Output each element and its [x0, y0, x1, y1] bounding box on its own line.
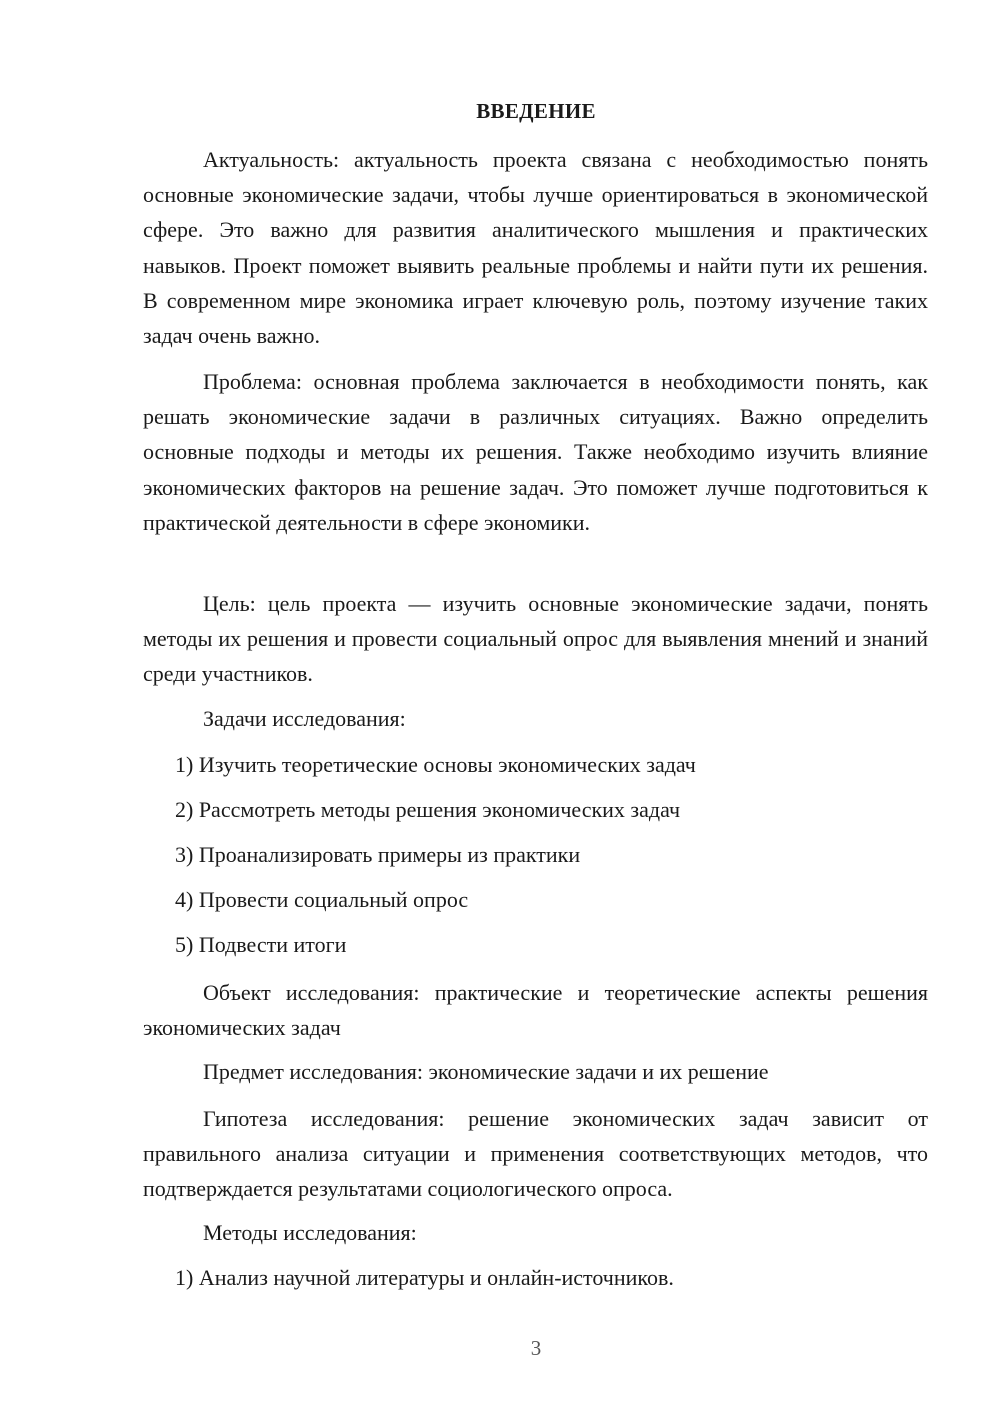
problem-paragraph: Проблема: основная проблема заключается в необходимости понять, как решать экономические задачи в различных ситуациях. Важно определить основные подходы и методы их решения. Также необходимо изучить влияние экономических факторов на решение задач. Это поможет лучше подготовиться к практической деятельности в сфере экономики.: [143, 369, 928, 535]
hypothesis-paragraph: Гипотеза исследования: решение экономических задач зависит от правильного анализа ситуации и применения соответствующих методов, что подтверждается результатами социологического опроса.: [143, 1106, 928, 1202]
task-item: 2) Рассмотреть методы решения экономических задач: [175, 797, 681, 822]
relevance-paragraph: Актуальность: актуальность проекта связана с необходимостью понять основные экономические задачи, чтобы лучше ориентироваться в экономической сфере. Это важно для развития аналитического мышления и практических навыков. Проект поможет выявить реальные проблемы и найти пути их решения. В современном мире экономика играет ключевую роль, поэтому изучение таких задач очень важно.: [143, 147, 928, 349]
tasks-heading: Задачи исследования:: [203, 706, 406, 731]
page-number: 3: [530, 1336, 542, 1360]
goal-paragraph: Цель: цель проекта — изучить основные экономические задачи, понять методы их решения и провести социальный опрос для выявления мнений и знаний среди участников.: [143, 591, 928, 687]
method-item: 1) Анализ научной литературы и онлайн-источников.: [175, 1265, 674, 1290]
methods-heading: Методы исследования:: [203, 1220, 417, 1245]
subject-line: Предмет исследования: экономические задачи и их решение: [203, 1059, 769, 1084]
task-item: 5) Подвести итоги: [175, 932, 347, 957]
task-item: 3) Проанализировать примеры из практики: [175, 842, 581, 867]
task-item: 1) Изучить теоретические основы экономических задач: [175, 752, 696, 777]
page-title: ВВЕДЕНИЕ: [476, 99, 596, 123]
task-item: 4) Провести социальный опрос: [175, 887, 469, 912]
object-paragraph: Объект исследования: практические и теоретические аспекты решения экономических задач: [143, 980, 928, 1041]
